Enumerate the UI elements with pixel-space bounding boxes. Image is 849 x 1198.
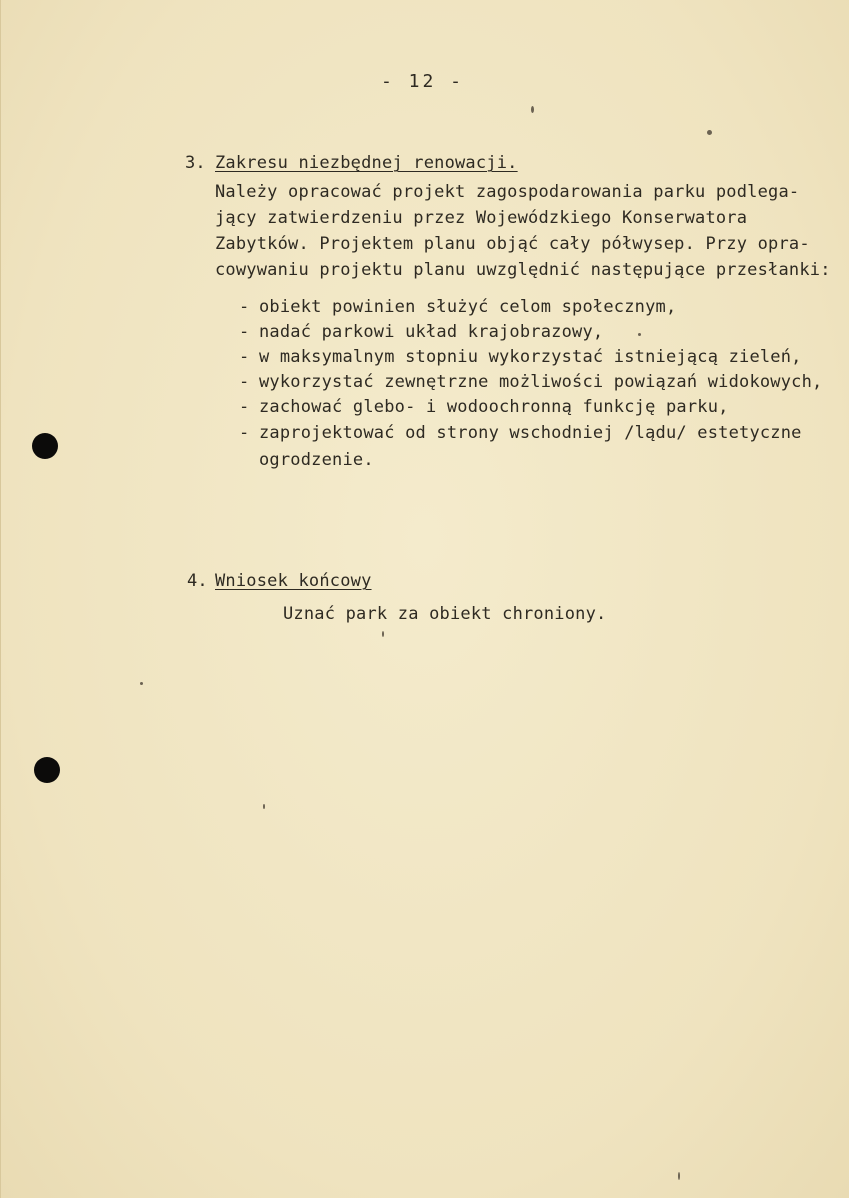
bullet-item: nadać parkowi układ krajobrazowy, — [259, 322, 604, 342]
bullet-item: obiekt powinien służyć celom społecznym, — [259, 297, 677, 317]
speck — [382, 631, 384, 637]
section-4-number: 4. — [187, 571, 208, 591]
section-4-text: Uznać park za obiekt chroniony. — [283, 604, 607, 624]
bullet-marker: - — [239, 322, 250, 342]
bullet-marker: - — [239, 347, 250, 367]
section-3-paragraph-line-1: Należy opracować projekt zagospodarowania parku podlega- — [215, 182, 800, 202]
speck — [707, 130, 712, 135]
page-number: - 12 - — [381, 71, 465, 92]
speck — [638, 333, 641, 336]
punch-hole-top — [32, 433, 58, 459]
section-3-title: Zakresu niezbędnej renowacji. — [215, 153, 518, 173]
speck — [140, 682, 143, 685]
bullet-marker: - — [239, 423, 250, 443]
punch-hole-bottom — [34, 757, 60, 783]
section-3-paragraph-line-4: cowywaniu projektu planu uwzględnić następujące przesłanki: — [215, 260, 831, 280]
bullet-item: zaprojektować od strony wschodniej /lądu/ estetyczne — [259, 423, 802, 443]
bullet-continuation: ogrodzenie. — [259, 450, 374, 470]
speck — [263, 804, 265, 809]
bullet-marker: - — [239, 397, 250, 417]
bullet-item: wykorzystać zewnętrzne możliwości powiązań widokowych, — [259, 372, 823, 392]
bullet-marker: - — [239, 372, 250, 392]
section-4-title: Wniosek końcowy — [215, 571, 372, 591]
section-3-number: 3. — [185, 153, 206, 173]
section-3-paragraph-line-3: Zabytków. Projektem planu objąć cały półwysep. Przy opra- — [215, 234, 810, 254]
bullet-item: w maksymalnym stopniu wykorzystać istniejącą zieleń, — [259, 347, 802, 367]
bullet-item: zachować glebo- i wodoochronną funkcję parku, — [259, 397, 729, 417]
speck — [531, 106, 534, 113]
section-3-paragraph-line-2: jący zatwierdzeniu przez Wojewódzkiego Konserwatora — [215, 208, 748, 228]
bullet-marker: - — [239, 297, 250, 317]
speck — [678, 1172, 680, 1180]
